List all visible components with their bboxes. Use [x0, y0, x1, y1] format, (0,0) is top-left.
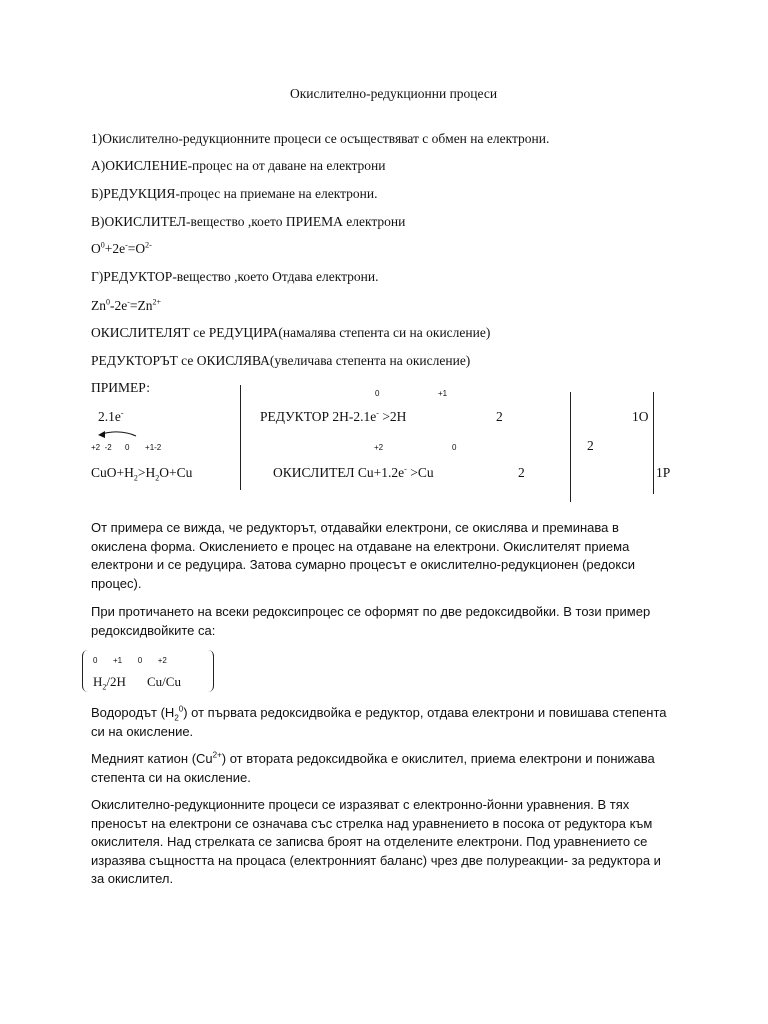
redox-pairs-ox-states: 0 +1 0 +2: [93, 656, 167, 665]
equation-oxygen: $O^0+2e^-=O^{2-}$: [91, 240, 152, 256]
line-4: В)ОКИСЛИТЕЛ-вещество ,което ПРИЕМА електрони: [91, 214, 406, 229]
ox-state-mid-0: 0: [452, 443, 457, 452]
line-6: Г)РЕДУКТОР-вещество ,което Отдава електрони.: [91, 269, 379, 284]
balance-top-right: 1O: [632, 409, 649, 424]
line-2: А)ОКИСЛЕНИЕ-процес на от даване на електрони: [91, 158, 386, 173]
paragraph-copper: Медният катион $(Cu^{2+})$ от втората редоксидвойка е окислител, приема електрони и понижава степента си на окисление.: [91, 750, 655, 785]
page-title: Окислително-редукционни процеси: [290, 86, 498, 101]
line-1: 1)Окислително-редукционните процеси се осъществяват с обмен на електрони.: [91, 131, 550, 146]
paragraph-hydrogen: Водородът $(H_2^0)$ от първата редоксидвойка е редуктор, отдава електрони и повишава степента си на окисление.: [91, 704, 667, 739]
redox-pair-copper: Cu/Cu: [147, 674, 181, 689]
reductor-coefficient: 2: [496, 409, 503, 424]
ox-states-reaction: +2 -2 0 +1-2: [91, 443, 162, 452]
redox-pair-hydrogen: $H_2/2H$: [93, 674, 126, 692]
equation-zinc: $Zn^0-2e^-=Zn^{2+}$: [91, 297, 162, 313]
scheme-divider-right: [653, 392, 654, 494]
balance-middle-2: 2: [587, 438, 594, 453]
line-3: Б)РЕДУКЦИЯ-процес на приемане на електрони.: [91, 186, 378, 201]
electron-count: 2.1e-: [98, 408, 124, 424]
balance-bottom-right: 1P: [656, 465, 671, 480]
paragraph-redox-pairs: При протичането на всеки редоксипроцес се оформят по две редоксидвойки. В този пример редоксидвойките са:: [91, 604, 651, 638]
example-label: ПРИМЕР:: [91, 380, 151, 395]
scheme-divider-left: [240, 385, 241, 490]
line-8: ОКИСЛИТЕЛЯТ се РЕДУЦИРА(намалява степента си на окисление): [91, 325, 491, 340]
line-9: РЕДУКТОРЪТ се ОКИСЛЯВА(увеличава степента на окисление): [91, 353, 471, 368]
paragraph-explanation: От примера се вижда, че редукторът, отдавайки електрони, се окислява и преминава в окислена форма. Окислението е процес на отдаване на електрони. Окислителят приема електрони и се редуцира. Затова сумарно процесът е окислително-редукционен (редокси процес).: [91, 520, 636, 591]
scheme-divider-middle: [570, 392, 571, 502]
ox-state-top-p1: +1: [438, 389, 448, 398]
oxidizer-half-reaction: ОКИСЛИТЕЛ Cu+1.2e- >Cu: [273, 464, 434, 480]
oxidizer-coefficient: 2: [518, 465, 525, 480]
reaction-equation: $CuO+H_2>H_2O+Cu$: [91, 465, 193, 483]
reductor-half-reaction: РЕДУКТОР 2H-2.1e- >2H: [260, 408, 407, 424]
redox-pairs-box: [82, 650, 214, 692]
electron-arrow-icon: [96, 426, 138, 442]
ox-state-top-0: 0: [375, 389, 380, 398]
ox-state-mid-p2: +2: [374, 443, 384, 452]
paragraph-electron-ion: Окислително-редукционните процеси се изразяват с електронно-йонни уравнения. В тях преносът на електрони се означава със стрелка над уравнението в посока от редуктора към окислителя. Над стрелката се записва броят на отделените електрони. Под уравнението се изразява същността на процаса (електронният баланс) чрез две полуреакции- за редуктора и за окислител.: [91, 797, 661, 887]
